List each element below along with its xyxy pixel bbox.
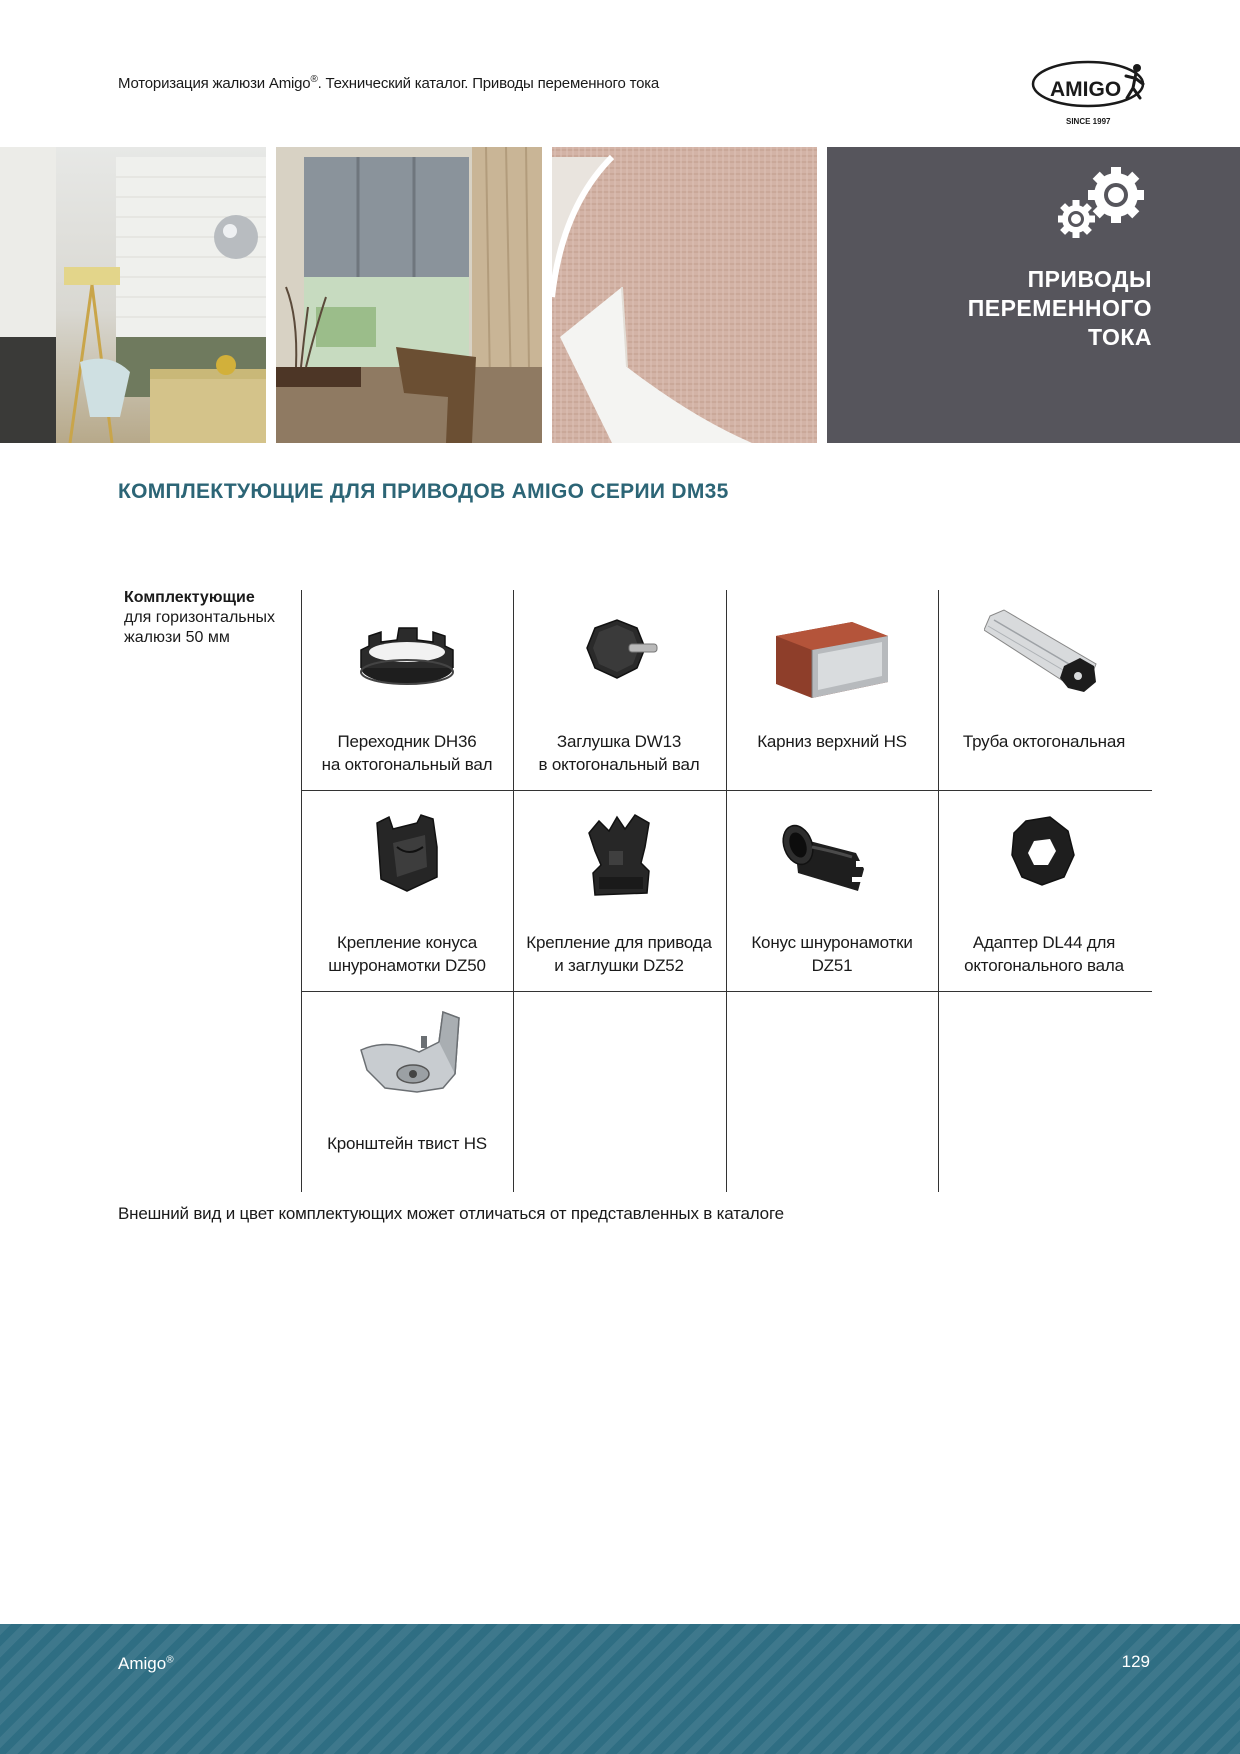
cone-mount-icon <box>347 807 467 907</box>
page-number: 129 <box>1121 1652 1150 1671</box>
amigo-logo <box>1030 58 1155 130</box>
running-header <box>118 74 659 92</box>
header-text-rest: . Технический каталог. Приводы переменного тока <box>317 75 660 92</box>
category-label-line: для горизонтальных <box>124 609 275 626</box>
component-card <box>301 992 513 1192</box>
component-caption: Карниз верхний HS <box>757 732 907 751</box>
motor-mount-icon <box>559 807 679 907</box>
banner-title-line: ПРИВОДЫ <box>1027 266 1152 292</box>
registered-mark: ® <box>310 74 318 85</box>
component-caption: Кронштейн твист HS <box>327 1134 487 1153</box>
headrail-icon <box>772 606 892 706</box>
banner-title <box>968 265 1152 352</box>
component-card <box>301 791 513 991</box>
octagon-adapter-icon <box>984 807 1104 907</box>
component-card <box>726 590 938 790</box>
component-caption: Переходник DH36 на октогональный вал <box>321 732 493 774</box>
section-banner-panel <box>827 147 1240 443</box>
logo-brand: AMIGO <box>1050 78 1122 101</box>
component-caption: Адаптер DL44 для октогонального вала <box>964 933 1124 975</box>
category-label-title: Комплектующие <box>124 589 255 606</box>
component-card <box>938 791 1150 991</box>
category-label-line: жалюзи 50 мм <box>124 629 230 646</box>
disclaimer-note: Внешний вид и цвет комплектующих может отличаться от представленных в каталоге <box>118 1204 784 1223</box>
photo-room-roller-blind <box>276 147 542 443</box>
twist-bracket-icon <box>347 1008 467 1108</box>
gears-icon <box>1058 167 1148 239</box>
section-title: КОМПЛЕКТУЮЩИЕ ДЛЯ ПРИВОДОВ AMIGO СЕРИИ DM35 <box>118 480 729 503</box>
category-label <box>124 588 294 648</box>
component-card <box>513 590 725 790</box>
end-cap-icon <box>559 606 679 706</box>
component-caption: Крепление для привода и заглушки DZ52 <box>526 933 712 975</box>
photo-fabric-roll <box>552 147 817 443</box>
cord-cone-icon <box>772 807 892 907</box>
component-caption: Заглушка DW13 в октогональный вал <box>538 732 700 774</box>
page-footer <box>0 1624 1240 1754</box>
header-text: Моторизация жалюзи Amigo <box>118 75 311 92</box>
component-card <box>938 590 1150 790</box>
banner-title-line: ПЕРЕМЕННОГО <box>967 295 1152 321</box>
component-card <box>513 791 725 991</box>
octagonal-tube-icon <box>984 606 1104 706</box>
component-caption: Труба октогональная <box>962 732 1126 751</box>
footer-brand: Amigo® <box>118 1654 174 1673</box>
banner-title-line: ТОКА <box>1087 324 1152 350</box>
component-caption: Крепление конуса шнуронамотки DZ50 <box>328 933 486 975</box>
components-grid <box>301 590 1152 1192</box>
hero-banner <box>0 147 1240 443</box>
photo-room-pleated-blind <box>0 147 266 443</box>
logo-since: SINCE 1997 <box>1066 117 1111 126</box>
adapter-ring-icon <box>347 606 467 706</box>
component-card <box>726 791 938 991</box>
component-card <box>301 590 513 790</box>
component-caption: Конус шнуронамотки DZ51 <box>751 933 913 975</box>
